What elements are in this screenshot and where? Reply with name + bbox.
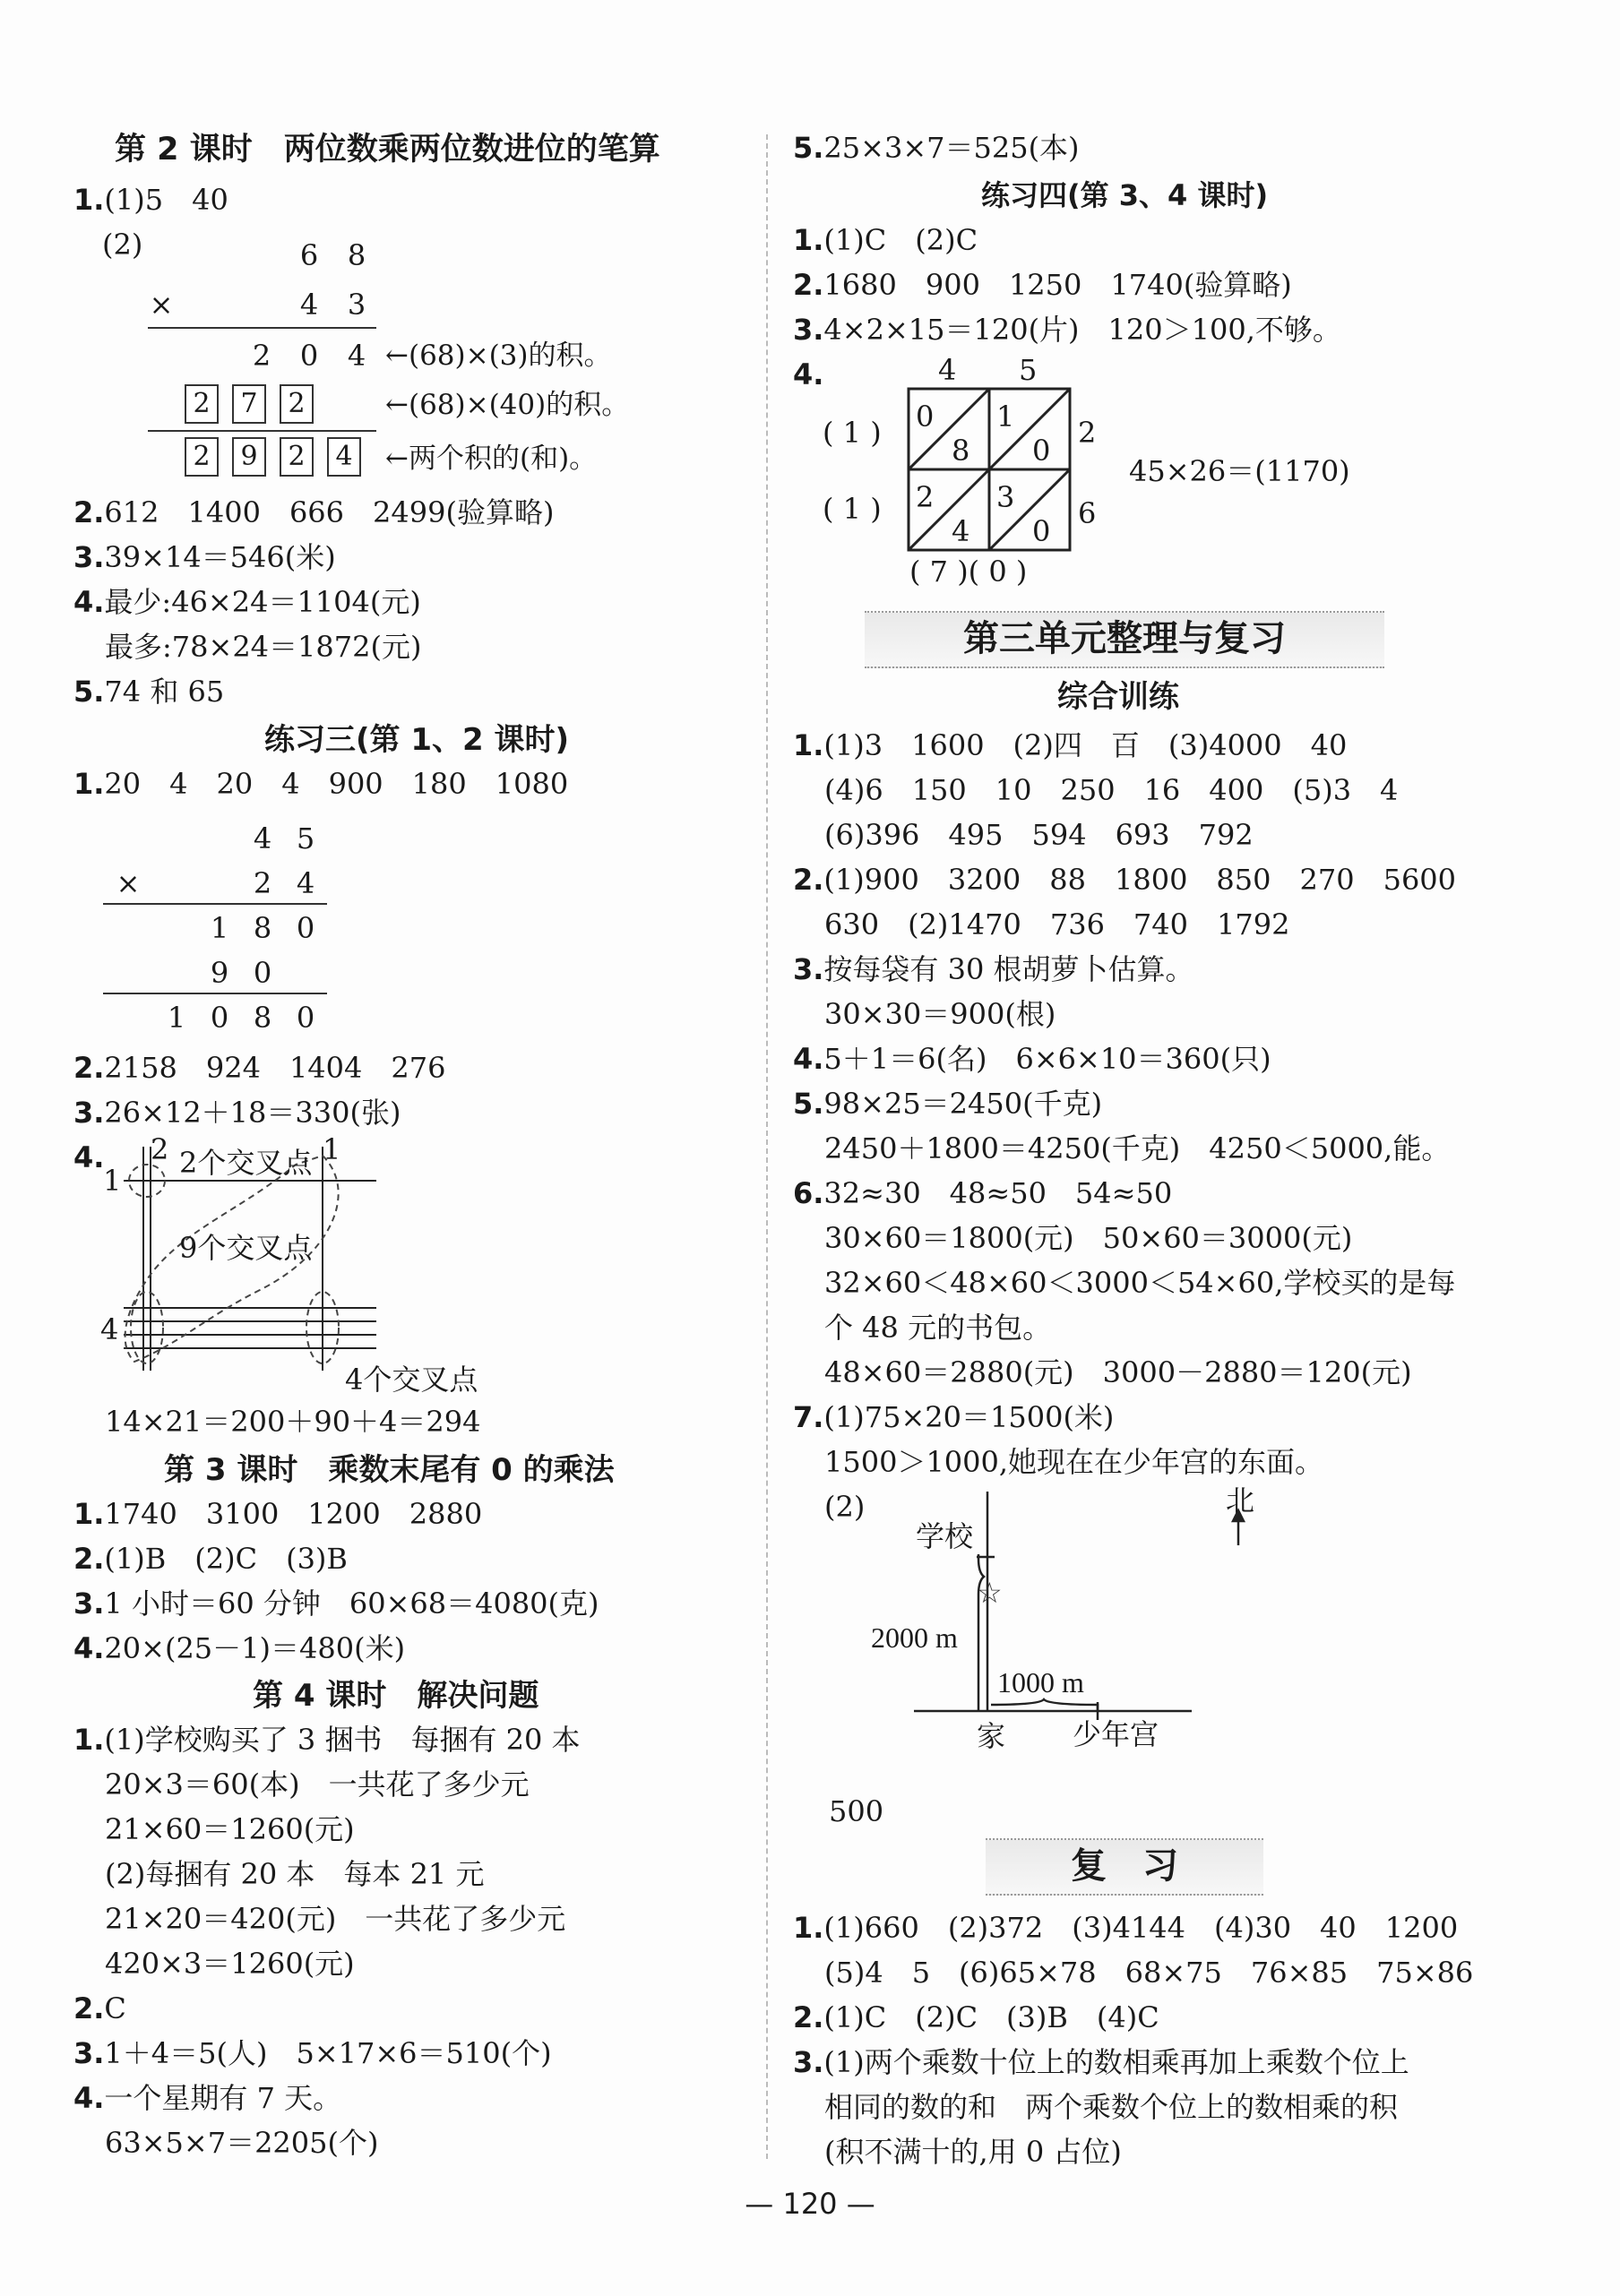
distance-2000: 2000 m	[871, 1621, 958, 1654]
q-number: 5.	[793, 1087, 824, 1121]
digit: 4	[347, 339, 366, 373]
section-title-lesson3: 第 3 课时 乘数末尾有 0 的乘法	[164, 1452, 615, 1488]
section-title-exercise3: 练习三(第 1、2 课时)	[264, 722, 570, 758]
answer-text: 1500＞1000,她现在在少年宫的东面。	[824, 1445, 1324, 1479]
page-number: 120	[782, 2187, 838, 2221]
q-number: 2.	[73, 1051, 105, 1085]
rule-line	[148, 430, 376, 432]
lattice-right-digit: 6	[1078, 496, 1097, 530]
column-divider	[766, 134, 768, 2159]
answer-text: 30×60＝1800(元) 50×60＝3000(元)	[824, 1221, 1353, 1255]
answer-text: (1)学校购买了 3 捆书 每捆有 20 本	[104, 1723, 581, 1757]
q-number: 2.	[793, 2000, 824, 2034]
answer-text: 1740 3100 1200 2880	[104, 1497, 483, 1531]
digit: 4	[253, 821, 272, 856]
q-number: 4.	[793, 1042, 824, 1076]
q1-line	[793, 727, 1347, 763]
answer-box: 9	[232, 437, 266, 477]
lattice-bottom: ( 7 )( 0 )	[909, 555, 1028, 589]
q2-line	[73, 1991, 126, 2026]
q3-line	[793, 312, 1341, 348]
answer-text: (1)5 40	[104, 183, 228, 217]
q-number: 1.	[793, 1911, 824, 1945]
q4-line	[793, 1041, 1271, 1077]
answer-text: 63×5×7＝2205(个)	[105, 2126, 379, 2160]
lattice-cell-tens: 0	[916, 400, 935, 434]
q1-line	[73, 766, 568, 802]
digit: 6	[299, 238, 319, 272]
q2-line	[793, 862, 1456, 898]
q-number: 4.	[73, 1631, 105, 1665]
lattice-right-digit: 2	[1078, 416, 1097, 450]
q-number: 4.	[73, 1140, 105, 1174]
q4-line	[73, 584, 421, 620]
times-sign: ×	[149, 288, 174, 322]
answer-text: 1680 900 1250 1740(验算略)	[823, 268, 1292, 302]
answer-text: 2450＋1800＝4250(千克) 4250＜5000,能。	[824, 1131, 1451, 1165]
digit: 4	[296, 866, 315, 900]
lattice-cell-tens: 3	[996, 480, 1015, 514]
q4-line	[73, 2080, 341, 2116]
top-label-1: 1	[323, 1132, 341, 1166]
times-sign: ×	[116, 866, 141, 900]
lattice-cell-ones: 4	[952, 514, 970, 548]
answer-text: (6)396 495 594 693 792	[824, 818, 1254, 852]
q2-line	[73, 1541, 348, 1577]
left-label-1: 1	[103, 1164, 122, 1198]
q-number: 3.	[73, 2036, 105, 2070]
q3-line	[73, 1095, 401, 1131]
digit: 4	[299, 288, 319, 322]
answer-text: (2)每捆有 20 本 每本 21 元	[105, 1857, 485, 1891]
lattice-cell-ones: 0	[1032, 514, 1051, 548]
q1-line	[793, 1910, 1458, 1946]
answer-text: 32≈30 48≈50 54≈50	[823, 1176, 1173, 1210]
answer-text: C	[104, 1991, 126, 2025]
answer-text: (1)两个乘数十位上的数相乘再加上乘数个位上	[823, 2045, 1409, 2079]
rule-line	[148, 327, 376, 329]
answer-text: 最少:46×24＝1104(元)	[104, 585, 421, 619]
q7-part2-label: (2)	[824, 1490, 866, 1524]
answer-text: 48×60＝2880(元) 3000－2880＝120(元)	[824, 1355, 1412, 1389]
digit: 9	[210, 956, 229, 990]
label-9-intersections: 9个交叉点	[179, 1231, 313, 1265]
answer-text: 相同的数的和 两个乘数个位上的数相乘的积	[824, 2090, 1399, 2124]
answer-text: (1)3 1600 (2)四 百 (3)4000 40	[823, 728, 1348, 762]
answer-box: 4	[327, 437, 361, 477]
lattice-cell-tens: 1	[996, 400, 1015, 434]
distance-1000: 1000 m	[997, 1666, 1084, 1698]
answer-text: 一个星期有 7 天。	[104, 2081, 342, 2115]
palace-label: 少年宫	[1073, 1717, 1159, 1751]
answer-box: 2	[280, 437, 314, 477]
q-number: 5.	[73, 675, 105, 709]
answer-text: 1 小时＝60 分钟 60×68＝4080(克)	[104, 1587, 599, 1621]
q-number: 1.	[73, 1497, 105, 1531]
digit: 0	[299, 339, 319, 373]
answer-text: 26×12＋18＝330(张)	[104, 1096, 401, 1130]
q-number: 2.	[73, 1991, 105, 2025]
q-number: 4.	[73, 2081, 105, 2115]
school-label: 学校	[916, 1519, 974, 1553]
q5-line	[793, 130, 1080, 166]
top-label-2: 2	[151, 1132, 169, 1166]
note-partial-product-1: ←(68)×(3)的积。	[385, 340, 612, 372]
q7-line	[793, 1399, 1114, 1435]
page-footer	[0, 2186, 1620, 2222]
q-number: 2.	[793, 863, 824, 897]
q-number: 1.	[73, 183, 105, 217]
answer-text: 98×25＝2450(千克)	[823, 1087, 1103, 1121]
unit-review-banner	[865, 611, 1384, 668]
answer-text: (积不满十的,用 0 占位)	[824, 2135, 1122, 2169]
q-number: 2.	[73, 1542, 105, 1576]
answer-text: 25×3×7＝525(本)	[823, 131, 1080, 165]
lattice-cell-tens: 2	[916, 480, 935, 514]
digit: 0	[210, 1001, 229, 1035]
answer-text: 4×2×15＝120(片) 120＞100,不够。	[823, 313, 1341, 347]
lattice-top-digit: 4	[938, 353, 957, 387]
q2-line	[73, 494, 554, 530]
lattice-left-carry: ( 1 )	[823, 492, 882, 526]
answer-text: (1)C (2)C	[823, 223, 978, 257]
answer-text: 个 48 元的书包。	[824, 1311, 1052, 1345]
answer-box: 2	[280, 384, 314, 424]
answer-text: 74 和 65	[104, 675, 225, 709]
q3-line	[793, 951, 1194, 987]
answer-text: 2158 924 1404 276	[104, 1051, 446, 1085]
q2-line	[793, 1999, 1159, 2035]
q5-line	[793, 1086, 1102, 1122]
answer-text: (5)4 5 (6)65×78 68×75 76×85 75×86	[824, 1956, 1474, 1990]
section-title-exercise4: 练习四(第 3、4 课时)	[981, 178, 1269, 212]
q1-part2-label: (2)	[102, 228, 143, 262]
q3-line	[73, 1586, 599, 1621]
q-number: 1.	[793, 223, 824, 257]
q-number: 1.	[73, 1723, 105, 1757]
answer-text: 39×14＝546(米)	[104, 540, 336, 574]
answer-text: 20 4 20 4 900 180 1080	[104, 767, 569, 801]
q-number: 4.	[73, 585, 105, 619]
lattice-top-digit: 5	[1019, 353, 1038, 387]
section-title-lesson4: 第 4 课时 解决问题	[253, 1678, 539, 1714]
q1-line	[793, 222, 978, 258]
answer-text: 32×60＜48×60＜3000＜54×60,学校买的是每	[824, 1266, 1456, 1300]
q-number: 3.	[73, 540, 105, 574]
rule-line	[103, 903, 327, 905]
digit: 8	[347, 238, 366, 272]
digit: 1	[210, 911, 229, 945]
answer-text: 21×60＝1260(元)	[105, 1812, 355, 1846]
q-number: 5.	[793, 131, 824, 165]
q1-line	[73, 1722, 581, 1758]
answer-text: 612 1400 666 2499(验算略)	[104, 495, 555, 529]
answer-box: 2	[185, 384, 219, 424]
answer-text: 1＋4＝5(人) 5×17×6＝510(个)	[104, 2036, 552, 2070]
q4-line	[73, 1630, 405, 1666]
answer-text: 20×(25－1)＝480(米)	[104, 1631, 406, 1665]
q3-line	[73, 2035, 552, 2071]
lattice-cell-ones: 0	[1032, 434, 1051, 468]
digit: 2	[253, 866, 272, 900]
answer-text: 20×3＝60(本) 一共花了多少元	[105, 1767, 530, 1802]
q-number: 1.	[73, 767, 105, 801]
answer-text: 500	[829, 1794, 884, 1828]
q-number: 3.	[793, 2045, 824, 2079]
q-number: 3.	[793, 952, 824, 986]
answer-text: (1)B (2)C (3)B	[104, 1542, 348, 1576]
answer-text: 630 (2)1470 736 740 1792	[824, 907, 1290, 942]
q-number: 7.	[793, 1400, 824, 1434]
digit: 8	[253, 911, 272, 945]
digit: 1	[167, 1001, 186, 1035]
footer-dash: —	[745, 2187, 783, 2221]
q3-line	[793, 2044, 1409, 2080]
q1-line	[73, 1496, 482, 1532]
lattice-left-carry: ( 1 )	[823, 416, 882, 450]
footer-dash: —	[837, 2187, 875, 2221]
rule-line	[103, 993, 327, 994]
digit: 3	[347, 288, 366, 322]
digit: 0	[296, 911, 315, 945]
q3-line	[73, 539, 336, 575]
lattice-cell-ones: 8	[952, 434, 970, 468]
q-number: 4.	[793, 357, 824, 391]
digit: 0	[296, 1001, 315, 1035]
label-4-intersections: 4个交叉点	[345, 1363, 478, 1397]
digit: 5	[296, 821, 315, 856]
note-sum: ←两个积的(和)。	[385, 443, 598, 475]
digit: 0	[253, 956, 272, 990]
q-number: 2.	[793, 268, 824, 302]
left-label-4: 4	[100, 1312, 119, 1346]
q6-line	[793, 1175, 1172, 1211]
unit-review-title: 第三单元整理与复习	[963, 618, 1286, 659]
q2-line	[793, 267, 1292, 303]
north-label: 北	[1226, 1483, 1255, 1518]
q-number: 6.	[793, 1176, 824, 1210]
q4-line	[793, 357, 823, 392]
note-partial-product-2: ←(68)×(40)的积。	[385, 389, 630, 421]
answer-text: (4)6 150 10 250 16 400 (5)3 4	[824, 773, 1399, 807]
label-2-intersections: 2个交叉点	[179, 1146, 313, 1180]
answer-text: (1)660 (2)372 (3)4144 (4)30 40 1200	[823, 1911, 1459, 1945]
review-title: 复 习	[1071, 1845, 1178, 1887]
answer-text: 5＋1＝6(名) 6×6×10＝360(只)	[823, 1042, 1271, 1076]
answer-text: 30×30＝900(根)	[824, 997, 1056, 1031]
answer-text: 14×21＝200＋90＋4＝294	[105, 1405, 481, 1439]
review-banner	[986, 1838, 1263, 1896]
q-number: 1.	[793, 728, 824, 762]
answer-text: (1)900 3200 88 1800 850 270 5600	[823, 863, 1457, 897]
q-number: 2.	[73, 495, 105, 529]
star-icon: ☆	[977, 1576, 1003, 1610]
home-label: 家	[977, 1719, 1006, 1753]
answer-box: 7	[232, 384, 266, 424]
digit: 2	[252, 339, 271, 373]
q5-line	[73, 674, 224, 709]
answer-text: 420×3＝1260(元)	[105, 1947, 355, 1981]
answer-text: (1)C (2)C (3)B (4)C	[823, 2000, 1159, 2034]
answer-box: 2	[185, 437, 219, 477]
q2-line	[73, 1050, 445, 1086]
section-title-lesson2: 第 2 课时 两位数乘两位数进位的笔算	[115, 132, 660, 168]
answer-text: 最多:78×24＝1872(元)	[105, 630, 422, 664]
section-title-comprehensive: 综合训练	[1057, 679, 1179, 715]
lattice-equation: 45×26＝(1170)	[1129, 454, 1350, 488]
answer-text: (1)75×20＝1500(米)	[823, 1400, 1115, 1434]
answer-text: 21×20＝420(元) 一共花了多少元	[105, 1902, 566, 1936]
answer-text: 按每袋有 30 根胡萝卜估算。	[823, 952, 1194, 986]
q-number: 3.	[73, 1587, 105, 1621]
q-number: 3.	[73, 1096, 105, 1130]
q1-line	[73, 182, 228, 218]
digit: 8	[253, 1001, 272, 1035]
q-number: 3.	[793, 313, 824, 347]
